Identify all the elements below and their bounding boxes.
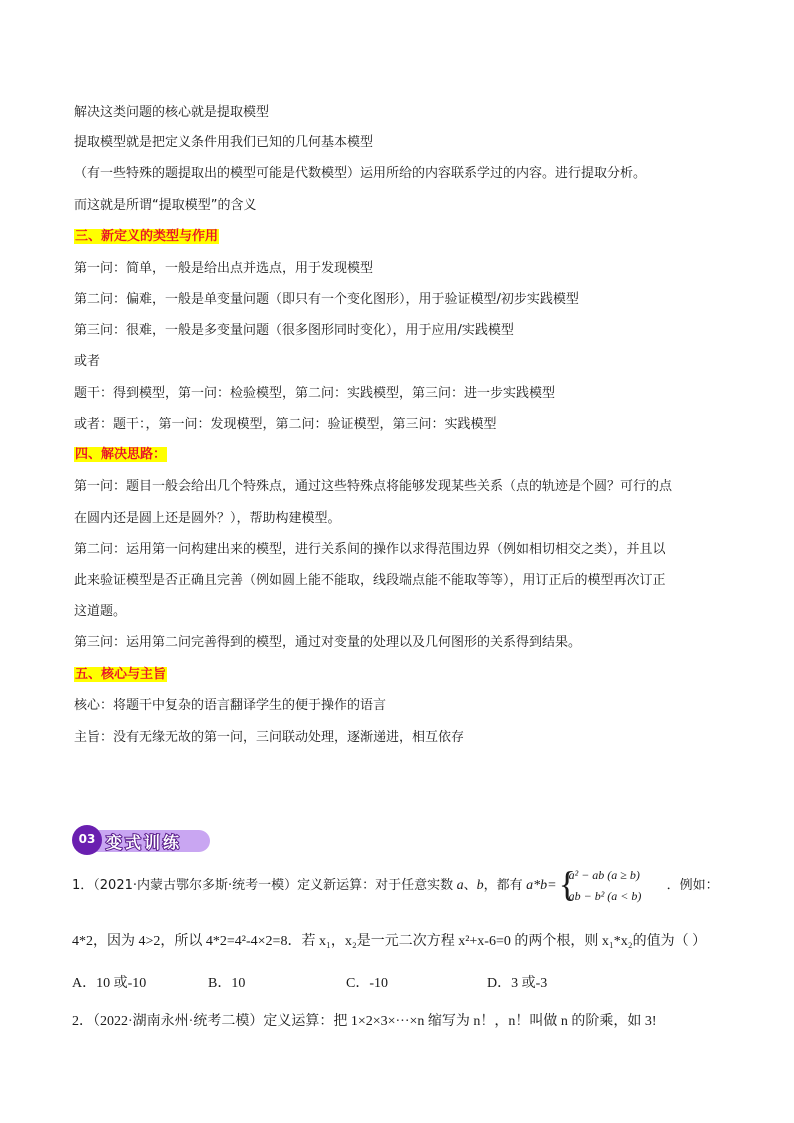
section-5-p2: 主旨：没有无缘无故的第一问，三问联动处理，逐渐递进，相互依存	[74, 730, 465, 745]
section-3-p2: 第二问：偏难，一般是单变量问题（即只有一个变化图形），用于验证模型/初步实践模型	[74, 292, 579, 307]
banner-title: 变式训练	[106, 833, 183, 852]
section-4-heading: 四、解决思路：	[75, 447, 167, 462]
q1-case-2: ab − b² (a < b)	[568, 889, 642, 903]
section-4-p1b: 在圆内还是圆上还是圆外？），帮助构建模型。	[74, 511, 341, 526]
section-5-heading-row	[74, 666, 167, 684]
intro-line-2: 提取模型就是把定义条件用我们已知的几何基本模型	[74, 135, 374, 150]
section-4-p2b: 此来验证模型是否正确且完善（例如圆上能不能取，线段端点能不能取等等），用订正后的模型再次订正	[74, 573, 666, 588]
intro-line-3: （有一些特殊的题提取出的模型可能是代数模型）运用所给的内容联系学过的内容。进行提取分析。	[74, 166, 647, 181]
q1-lhs: a*b=	[526, 878, 557, 894]
section-4-p2c: 这道题。	[74, 604, 127, 619]
section-3-heading: 三、新定义的类型与作用	[75, 229, 219, 244]
section-4-p3: 第三问：运用第二问完善得到的模型，通过对变量的处理以及几何图形的关系得到结果。	[74, 635, 582, 650]
variant-training-banner	[72, 824, 212, 856]
q1-var-b: b	[476, 878, 484, 894]
section-3-p3: 第三问：很难，一般是多变量问题（很多图形同时变化），用于应用/实践模型	[74, 323, 514, 338]
section-4-p2a: 第二问：运用第一问构建出来的模型，进行关系间的操作以求得范围边界（例如相切相交之类），并且以	[74, 542, 666, 557]
section-3-heading-row	[74, 228, 219, 246]
q1-sep: 、	[463, 878, 477, 894]
q1-case-1: a² − ab (a ≥ b)	[568, 868, 640, 882]
q1-option-a[interactable]: A．10 或-10	[72, 976, 147, 991]
section-3-p1: 第一问：简单，一般是给出点并选点，用于发现模型	[74, 261, 374, 276]
intro-line-1: 解决这类问题的核心就是提取模型	[74, 105, 270, 120]
section-5-p1: 核心：将题干中复杂的语言翻译学生的便于操作的语言	[74, 698, 387, 713]
q1-var-a: a	[456, 878, 464, 894]
question-1-line-1	[72, 866, 719, 906]
section-4-heading-row	[74, 446, 167, 464]
q1-piecewise: { a² − ab (a ≥ b) ab − b² (a < b)	[558, 864, 642, 904]
section-4-p1a: 第一问：题目一般会给出几个特殊点，通过这些特殊点将能够发现某些关系（点的轨迹是个圆？可行的点	[74, 479, 673, 494]
section-3-p5: 题干：得到模型，第一问：检验模型，第二问：实践模型，第三问：进一步实践模型	[74, 386, 556, 401]
question-2-line-1: 2．（2022·湖南永州·统考二模）定义运算：把 1×2×3×···×n 缩写为 n！，n！叫做 n 的阶乘，如 3!	[72, 1014, 657, 1029]
q1-option-d[interactable]: D．3 或-3	[487, 976, 548, 991]
q1-mid: ，都有	[483, 878, 523, 894]
q1-lead: 1．（2021·内蒙古鄂尔多斯·统考一模）定义新运算：对于任意实数	[72, 878, 454, 894]
q1-tail: ．例如：	[666, 878, 719, 894]
q1-option-b[interactable]: B．10	[208, 976, 246, 991]
intro-line-4: 而这就是所谓“提取模型”的含义	[74, 198, 257, 213]
section-3-p6: 或者：题干：，第一问：发现模型，第二问：验证模型，第三问：实践模型	[74, 417, 497, 432]
q1-option-c[interactable]: C．-10	[346, 976, 388, 991]
section-5-heading: 五、核心与主旨	[75, 667, 167, 682]
question-1-line-2: 4*2，因为 4>2，所以 4*2=4²-4×2=8．若 x₁，x₂是一元二次方程 x²+x-6=0 的两个根，则 x₁*x₂的值为（ ）	[72, 934, 707, 949]
banner-number: 03	[78, 832, 96, 846]
section-3-p4: 或者	[74, 354, 101, 369]
